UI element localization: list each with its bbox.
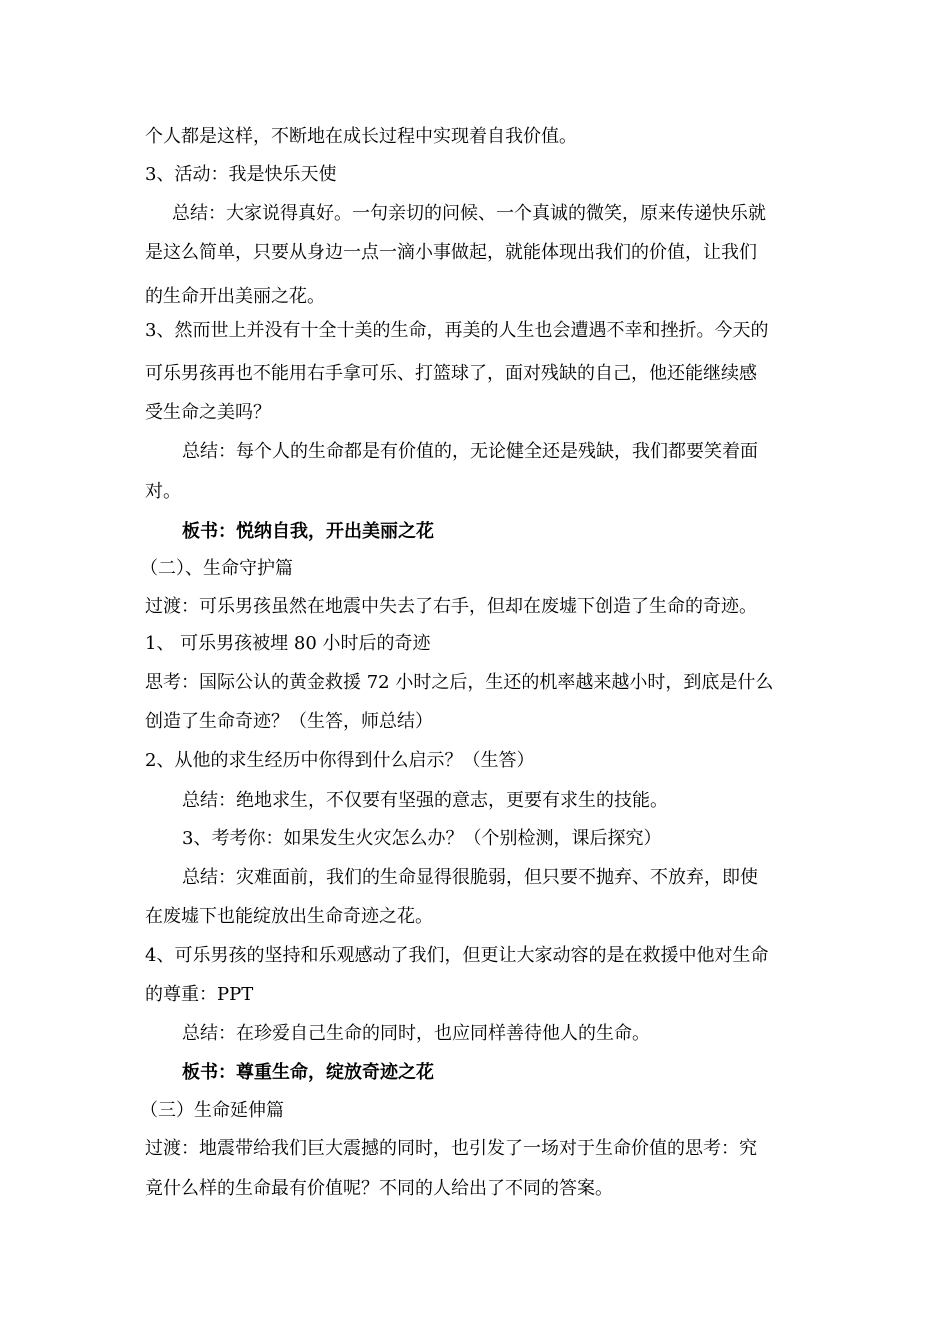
- text-line: 过渡：地震带给我们巨大震撼的同时，也引发了一场对于生命价值的思考：究: [145, 1138, 757, 1159]
- text-line: 总结：大家说得真好。一句亲切的问候、一个真诚的微笑，原来传递快乐就: [172, 203, 766, 224]
- section-heading: （二）、生命守护篇: [140, 558, 293, 579]
- text-line: 竟什么样的生命最有价值呢？不同的人给出了不同的答案。: [145, 1178, 613, 1199]
- section-heading: （三）生命延伸篇: [140, 1100, 284, 1121]
- blackboard-heading: 板书：悦纳自我，开出美丽之花: [182, 521, 434, 542]
- text-line: 总结：灾难面前，我们的生命显得很脆弱，但只要不抛弃、不放弃，即使: [182, 867, 758, 888]
- text-line: 的尊重：PPT: [145, 984, 254, 1005]
- text-line: 3、活动：我是快乐天使: [145, 164, 337, 185]
- text-line: 1、 可乐男孩被埋 80 小时后的奇迹: [145, 633, 431, 654]
- text-line: 受生命之美吗？: [145, 402, 271, 423]
- text-line: 个人都是这样，不断地在成长过程中实现着自我价值。: [145, 126, 577, 147]
- text-line: 2、从他的求生经历中你得到什么启示？（生答）: [145, 750, 535, 771]
- blackboard-heading: 板书：尊重生命，绽放奇迹之花: [182, 1062, 434, 1083]
- text-line: 创造了生命奇迹？（生答，师总结）: [145, 711, 433, 732]
- text-line: 对。: [145, 481, 181, 502]
- text-line: 的生命开出美丽之花。: [145, 286, 325, 307]
- text-line: 思考：国际公认的黄金救援 72 小时之后，生还的机率越来越小时，到底是什么: [145, 672, 774, 693]
- text-line: 可乐男孩再也不能用右手拿可乐、打篮球了，面对残缺的自己，他还能继续感: [145, 363, 757, 384]
- text-line: 总结：每个人的生命都是有价值的，无论健全还是残缺，我们都要笑着面: [182, 441, 758, 462]
- text-line: 3、考考你：如果发生火灾怎么办？（个别检测，课后探究）: [182, 828, 662, 849]
- text-line: 4、可乐男孩的坚持和乐观感动了我们，但更让大家动容的是在救援中他对生命: [145, 945, 769, 966]
- text-line: 总结：在珍爱自己生命的同时，也应同样善待他人的生命。: [182, 1023, 650, 1044]
- text-line: 3、然而世上并没有十全十美的生命，再美的人生也会遭遇不幸和挫折。今天的: [145, 320, 769, 341]
- text-line: 总结：绝地求生，不仅要有坚强的意志，更要有求生的技能。: [182, 790, 668, 811]
- text-line: 是这么简单，只要从身边一点一滴小事做起，就能体现出我们的价值，让我们: [145, 242, 757, 263]
- text-line: 在废墟下也能绽放出生命奇迹之花。: [145, 906, 433, 927]
- text-line: 过渡：可乐男孩虽然在地震中失去了右手，但却在废墟下创造了生命的奇迹。: [145, 596, 757, 617]
